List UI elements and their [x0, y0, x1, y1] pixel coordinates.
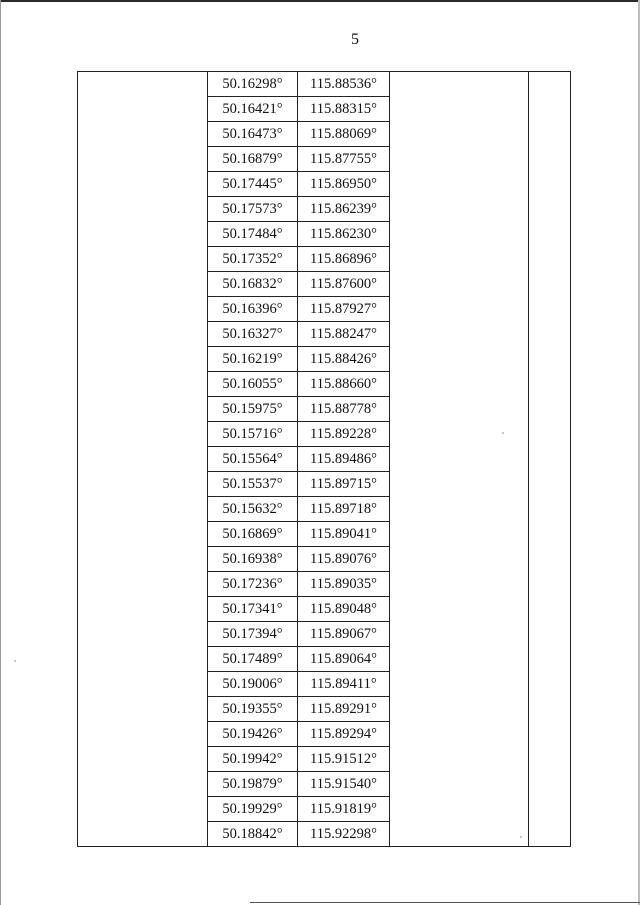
latitude-cell: 50.15975° — [208, 397, 298, 422]
latitude-cell: 50.19355° — [208, 697, 298, 722]
longitude-cell: 115.88660° — [298, 372, 390, 397]
longitude-cell: 115.89291° — [298, 697, 390, 722]
longitude-cell: 115.88426° — [298, 347, 390, 372]
longitude-cell: 115.86230° — [298, 222, 390, 247]
empty-name-cell — [78, 72, 208, 847]
longitude-cell: 115.88536° — [298, 72, 390, 97]
longitude-cell: 115.86950° — [298, 172, 390, 197]
longitude-cell: 115.88247° — [298, 322, 390, 347]
latitude-cell: 50.17341° — [208, 597, 298, 622]
scan-edge-top — [0, 0, 640, 2]
latitude-cell: 50.19942° — [208, 747, 298, 772]
longitude-cell: 115.89067° — [298, 622, 390, 647]
longitude-cell: 115.89048° — [298, 597, 390, 622]
longitude-cell: 115.87600° — [298, 272, 390, 297]
latitude-cell: 50.19426° — [208, 722, 298, 747]
latitude-cell: 50.15564° — [208, 447, 298, 472]
longitude-cell: 115.88778° — [298, 397, 390, 422]
latitude-cell: 50.16327° — [208, 322, 298, 347]
longitude-cell: 115.89228° — [298, 422, 390, 447]
latitude-cell: 50.18842° — [208, 822, 298, 847]
longitude-cell: 115.89294° — [298, 722, 390, 747]
latitude-cell: 50.19006° — [208, 672, 298, 697]
latitude-cell: 50.15537° — [208, 472, 298, 497]
latitude-cell: 50.15716° — [208, 422, 298, 447]
latitude-cell: 50.16879° — [208, 147, 298, 172]
latitude-cell: 50.17573° — [208, 197, 298, 222]
longitude-cell: 115.89064° — [298, 647, 390, 672]
longitude-cell: 115.89076° — [298, 547, 390, 572]
scan-speck — [502, 432, 504, 434]
scan-edge-bottom — [250, 902, 640, 903]
longitude-cell: 115.88315° — [298, 97, 390, 122]
longitude-cell: 115.91540° — [298, 772, 390, 797]
latitude-cell: 50.19929° — [208, 797, 298, 822]
latitude-cell: 50.16396° — [208, 297, 298, 322]
latitude-cell: 50.16938° — [208, 547, 298, 572]
page-number: 5 — [351, 31, 359, 48]
table-row — [78, 72, 571, 97]
scan-speck — [14, 660, 16, 662]
scan-speck — [520, 836, 522, 838]
scan-edge-left — [0, 0, 1, 905]
longitude-cell: 115.87755° — [298, 147, 390, 172]
longitude-cell: 115.89718° — [298, 497, 390, 522]
empty-notes-cell — [390, 72, 529, 847]
latitude-cell: 50.17352° — [208, 247, 298, 272]
longitude-cell: 115.89715° — [298, 472, 390, 497]
longitude-cell: 115.91512° — [298, 747, 390, 772]
coordinates-table — [77, 71, 571, 847]
longitude-cell: 115.89486° — [298, 447, 390, 472]
latitude-cell: 50.17489° — [208, 647, 298, 672]
latitude-cell: 50.15632° — [208, 497, 298, 522]
latitude-cell: 50.17445° — [208, 172, 298, 197]
latitude-cell: 50.16869° — [208, 522, 298, 547]
latitude-cell: 50.16832° — [208, 272, 298, 297]
longitude-cell: 115.86896° — [298, 247, 390, 272]
latitude-cell: 50.17236° — [208, 572, 298, 597]
coordinates-table-body — [78, 72, 571, 847]
latitude-cell: 50.16421° — [208, 97, 298, 122]
longitude-cell: 115.89035° — [298, 572, 390, 597]
latitude-cell: 50.16219° — [208, 347, 298, 372]
longitude-cell: 115.88069° — [298, 122, 390, 147]
latitude-cell: 50.19879° — [208, 772, 298, 797]
longitude-cell: 115.89411° — [298, 672, 390, 697]
latitude-cell: 50.17394° — [208, 622, 298, 647]
longitude-cell: 115.89041° — [298, 522, 390, 547]
latitude-cell: 50.16473° — [208, 122, 298, 147]
latitude-cell: 50.16055° — [208, 372, 298, 397]
longitude-cell: 115.91819° — [298, 797, 390, 822]
longitude-cell: 115.87927° — [298, 297, 390, 322]
longitude-cell: 115.92298° — [298, 822, 390, 847]
latitude-cell: 50.17484° — [208, 222, 298, 247]
longitude-cell: 115.86239° — [298, 197, 390, 222]
latitude-cell: 50.16298° — [208, 72, 298, 97]
empty-extra-cell — [529, 72, 571, 847]
